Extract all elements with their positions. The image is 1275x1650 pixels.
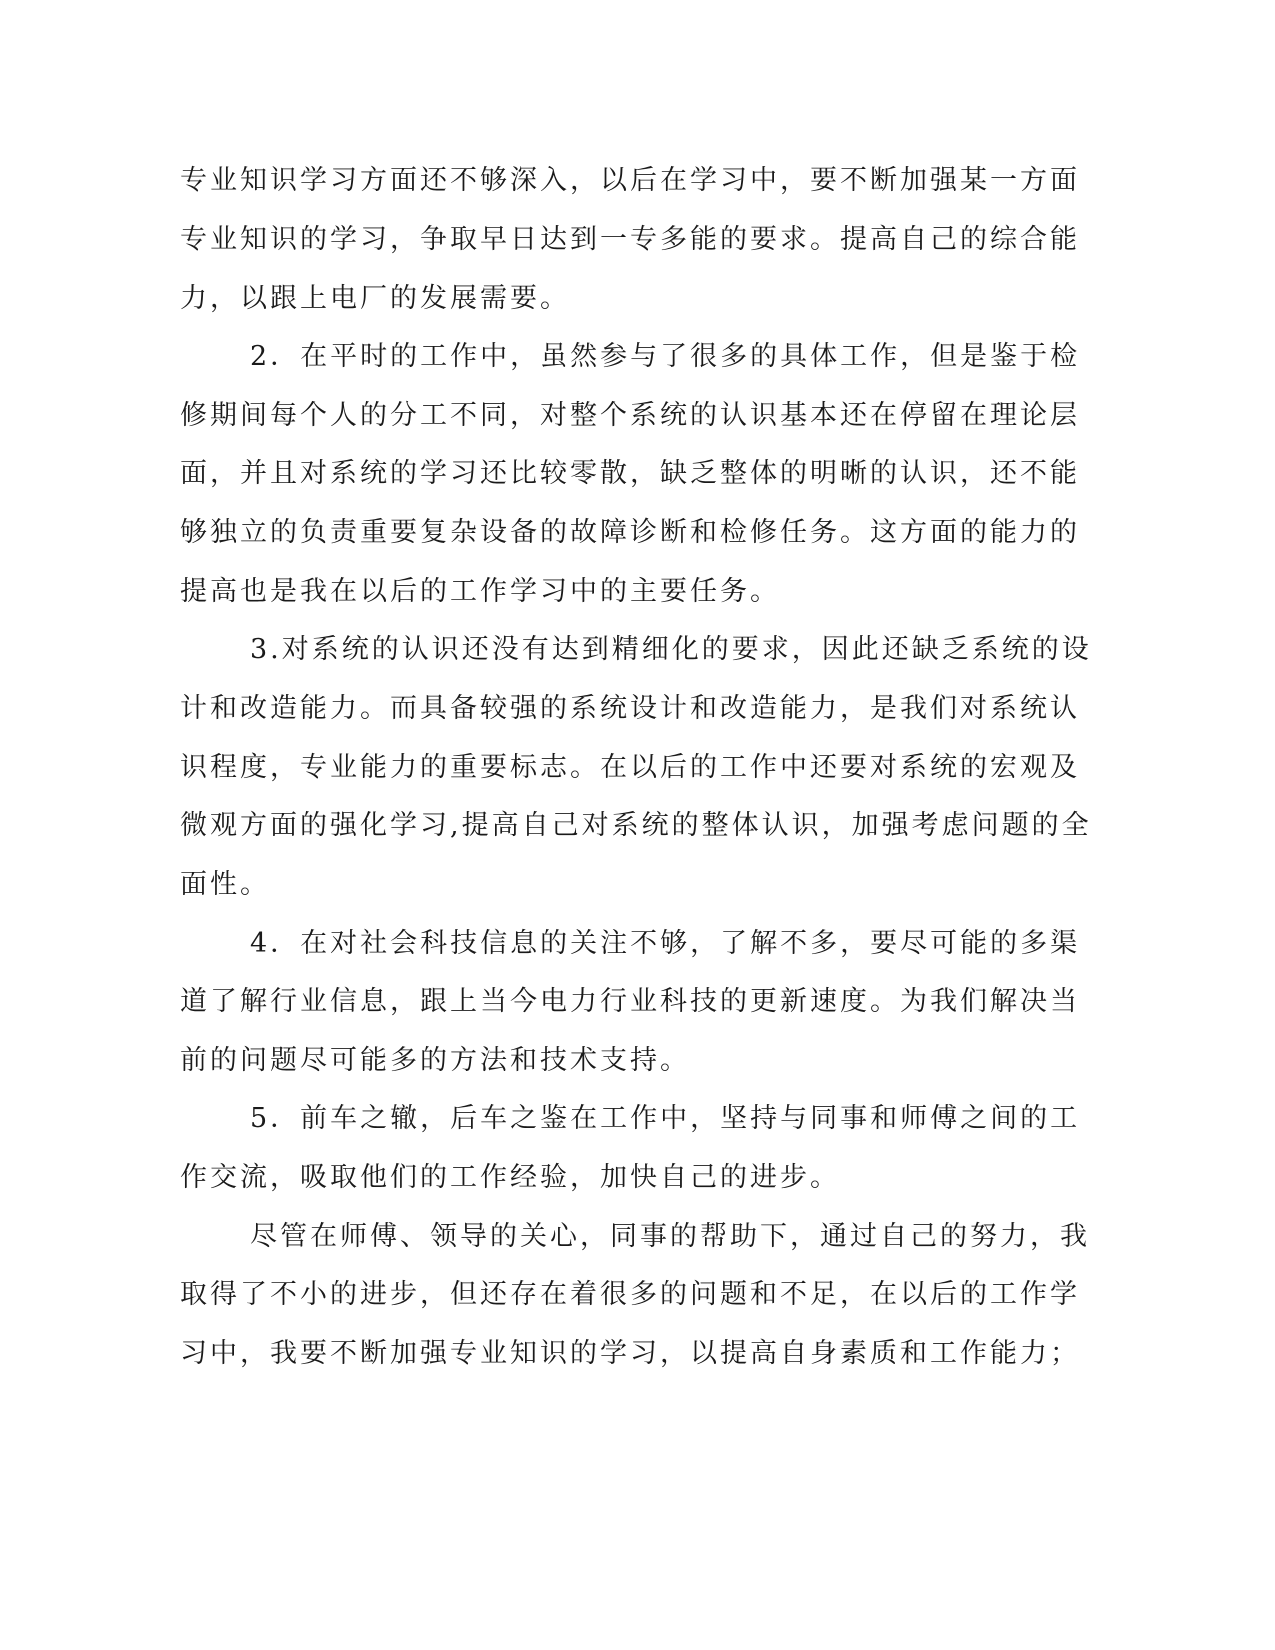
text-line: 5．前车之辙，后车之鉴在工作中，坚持与同事和师傅之间的工	[250, 1103, 1081, 1134]
text-line: 专业知识学习方面还不够深入，以后在学习中，要不断加强某一方面	[180, 165, 1080, 196]
text-line: 取得了不小的进步，但还存在着很多的问题和不足，在以后的工作学	[180, 1279, 1080, 1310]
text-line: 3.对系统的认识还没有达到精细化的要求，因此还缺乏系统的设	[250, 634, 1092, 665]
text-line: 习中，我要不断加强专业知识的学习，以提高自身素质和工作能力；	[180, 1338, 1080, 1369]
text-line: 作交流，吸取他们的工作经验，加快自己的进步。	[180, 1162, 840, 1193]
text-line: 2．在平时的工作中，虽然参与了很多的具体工作，但是鉴于检	[250, 341, 1081, 372]
text-line: 力，以跟上电厂的发展需要。	[180, 283, 570, 314]
text-line: 面性。	[180, 869, 270, 900]
text-line: 够独立的负责重要复杂设备的故障诊断和检修任务。这方面的能力的	[180, 517, 1080, 548]
text-line: 提高也是我在以后的工作学习中的主要任务。	[180, 576, 780, 607]
text-line: 修期间每个人的分工不同，对整个系统的认识基本还在停留在理论层	[180, 400, 1080, 431]
text-line: 计和改造能力。而具备较强的系统设计和改造能力，是我们对系统认	[180, 693, 1080, 724]
text-line: 专业知识的学习，争取早日达到一专多能的要求。提高自己的综合能	[180, 224, 1080, 255]
text-line: 4．在对社会科技信息的关注不够，了解不多，要尽可能的多渠	[250, 928, 1081, 959]
text-line: 前的问题尽可能多的方法和技术支持。	[180, 1045, 690, 1076]
text-line: 微观方面的强化学习,提高自己对系统的整体认识，加强考虑问题的全	[180, 810, 1092, 841]
text-line: 尽管在师傅、领导的关心，同事的帮助下，通过自己的努力，我	[250, 1221, 1090, 1252]
text-line: 识程度，专业能力的重要标志。在以后的工作中还要对系统的宏观及	[180, 752, 1080, 783]
text-line: 道了解行业信息，跟上当今电力行业科技的更新速度。为我们解决当	[180, 986, 1080, 1017]
text-line: 面，并且对系统的学习还比较零散，缺乏整体的明晰的认识，还不能	[180, 458, 1080, 489]
